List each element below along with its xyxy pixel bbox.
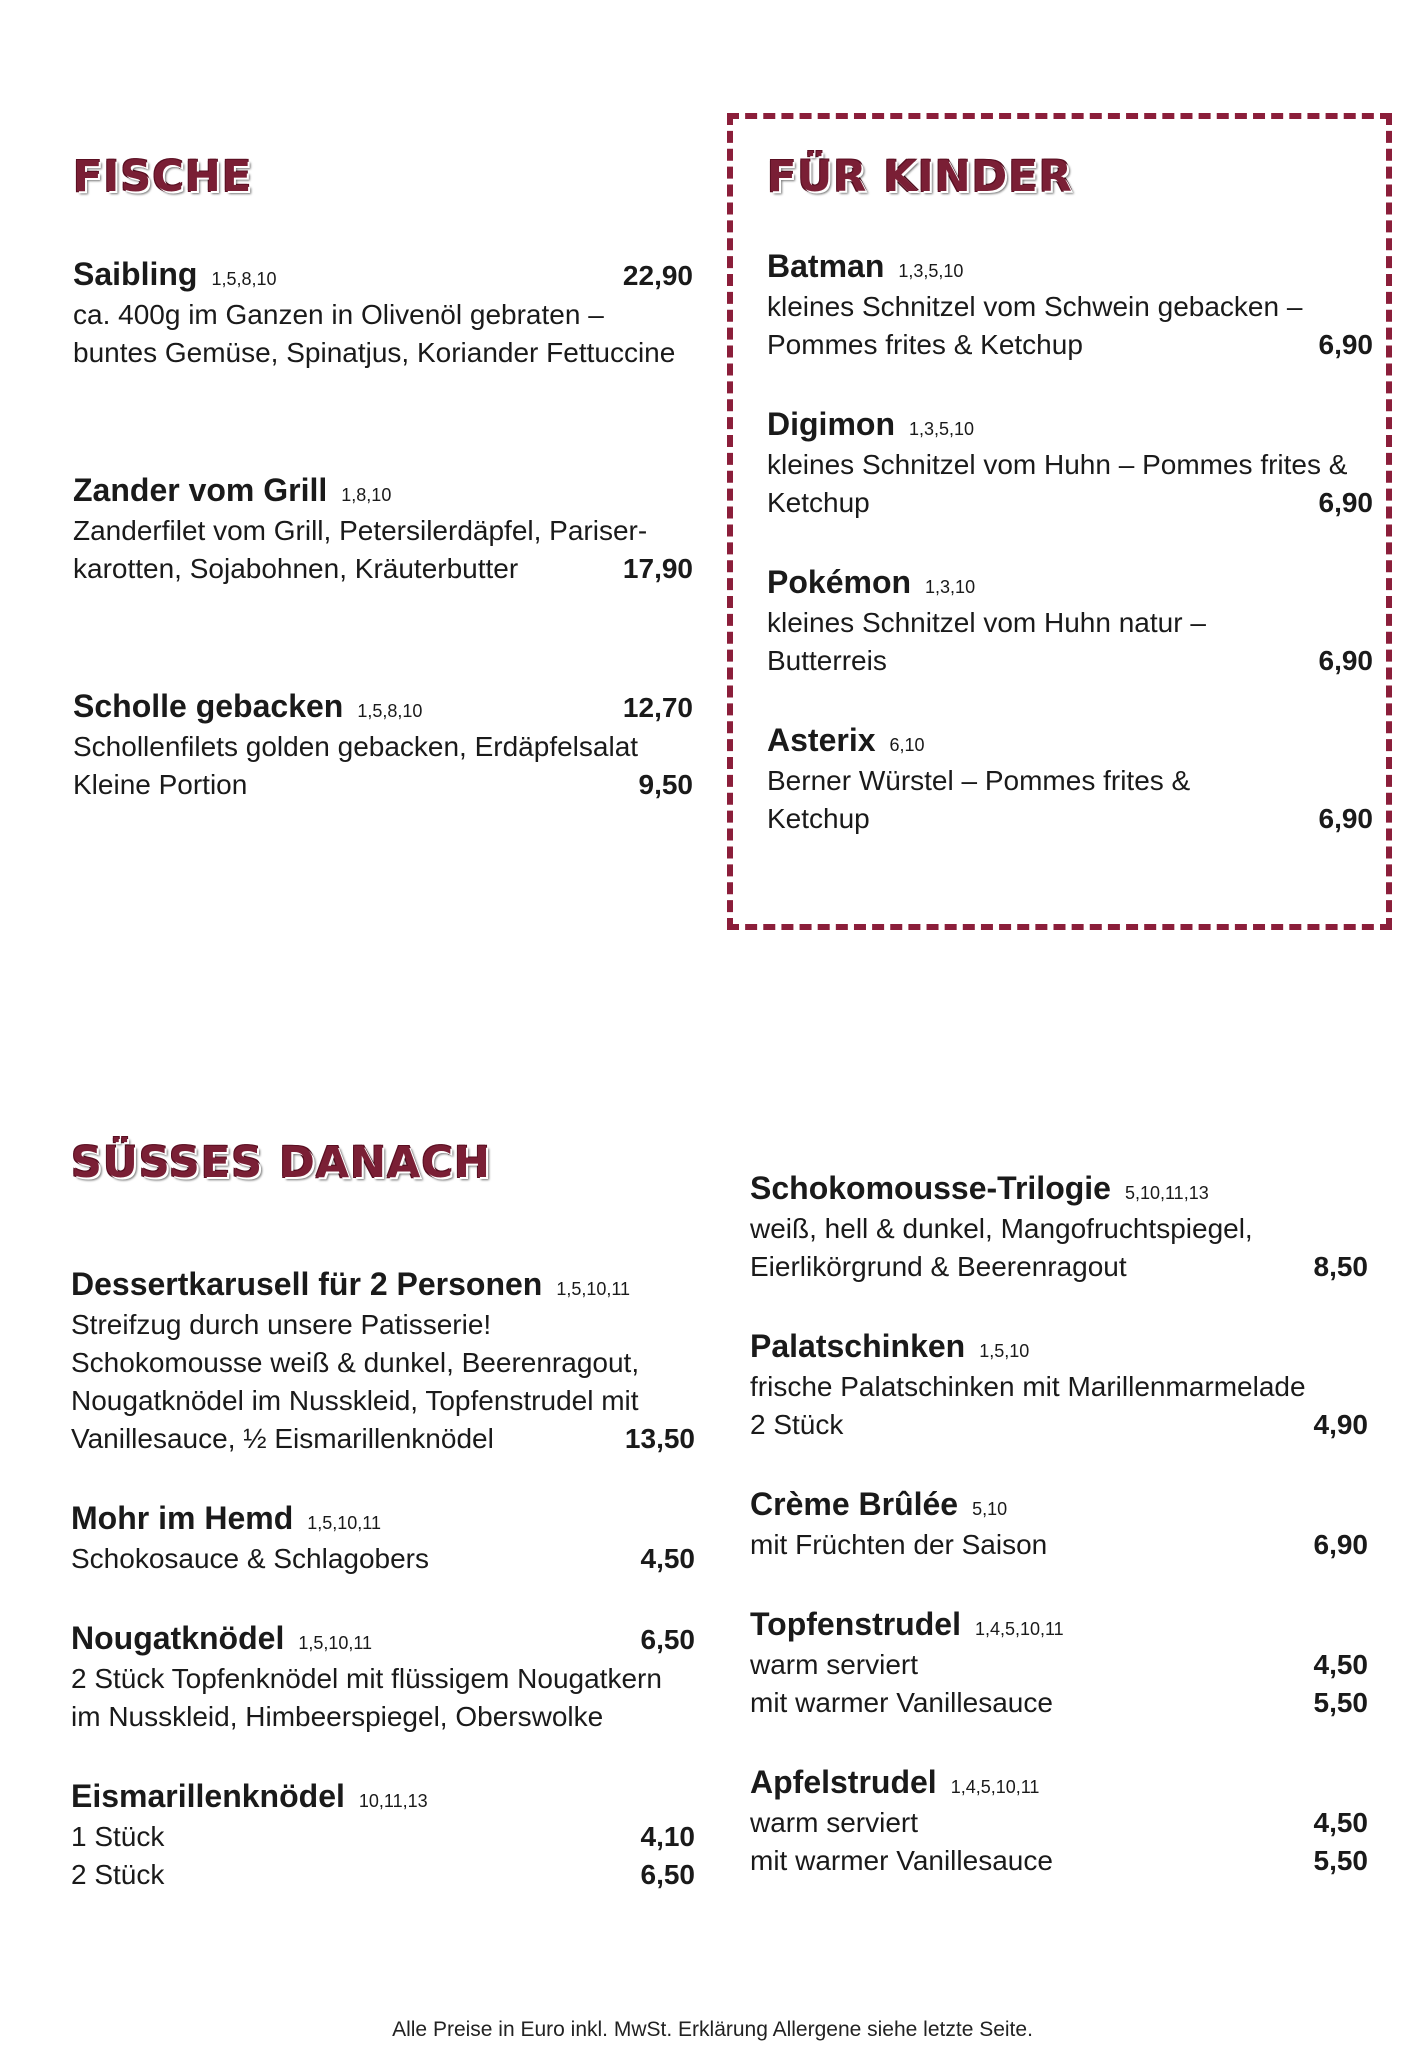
allergen-codes: 1,5,8,10: [357, 701, 423, 721]
menu-item-name: Asterix: [767, 722, 876, 758]
menu-item-description-line: [767, 484, 1373, 522]
description-text: mit Früchten der Saison: [750, 1529, 1048, 1560]
menu-item-description-line: [750, 1842, 1368, 1880]
description-text: karotten, Sojabohnen, Kräuterbutter: [73, 553, 519, 584]
menu-item-header: [71, 1500, 695, 1540]
menu-item-price: 6,90: [1313, 1529, 1368, 1560]
menu-item-name: Eismarillenknödel: [71, 1778, 345, 1814]
description-text: 2 Stück Topfenknödel mit flüssigem Nougatkern: [71, 1663, 662, 1694]
menu-item-price: 17,90: [622, 553, 693, 584]
menu-item-description-line: [71, 1698, 695, 1736]
description-text: warm serviert: [750, 1649, 919, 1680]
menu-item-description-line: [71, 1856, 695, 1894]
description-text: weiß, hell & dunkel, Mangofruchtspiegel,: [750, 1213, 1253, 1244]
menu-item: [750, 1606, 1368, 1722]
menu-item-description-line: [73, 766, 693, 804]
menu-item: [750, 1764, 1368, 1880]
menu-item-price: 9,50: [638, 769, 693, 800]
menu-item-description-line: [767, 762, 1373, 800]
menu-item: [750, 1486, 1368, 1564]
menu-item-description-line: [71, 1382, 695, 1420]
menu-item-description-line: [750, 1684, 1368, 1722]
section-title-kinder: FÜR KINDER: [767, 152, 1073, 202]
description-text: Schollenfilets golden gebacken, Erdäpfelsalat: [73, 731, 639, 762]
menu-item-name: Zander vom Grill: [73, 472, 328, 508]
menu-item: [767, 248, 1373, 364]
menu-item-name: Mohr im Hemd: [71, 1500, 294, 1536]
footer-note: Alle Preise in Euro inkl. MwSt. Erklärung Allergene siehe letzte Seite.: [392, 2018, 1033, 2041]
kinder-column: [767, 248, 1373, 838]
menu-item-header: [73, 472, 693, 512]
menu-item-header: [767, 248, 1373, 288]
description-text: Nougatknödel im Nusskleid, Topfenstrudel mit: [71, 1385, 639, 1416]
menu-item-name: Apfelstrudel: [750, 1764, 937, 1800]
menu-item-price: 13,50: [624, 1423, 695, 1454]
description-text: Butterreis: [767, 645, 887, 676]
menu-item-header: [767, 722, 1373, 762]
menu-item-header: [767, 406, 1373, 446]
allergen-codes: 6,10: [889, 735, 925, 755]
allergen-codes: 1,4,5,10,11: [950, 1777, 1040, 1797]
description-text: Pommes frites & Ketchup: [767, 329, 1083, 360]
menu-item-description-line: [750, 1526, 1368, 1564]
description-text: 1 Stück: [71, 1821, 165, 1852]
allergen-codes: 1,5,10,11: [556, 1279, 631, 1299]
menu-item-name: Crème Brûlée: [750, 1486, 959, 1522]
section-title-suesses: SÜSSES DANACH: [71, 1138, 491, 1188]
menu-item: [73, 256, 693, 372]
description-text: ca. 400g im Ganzen in Olivenöl gebraten –: [73, 299, 604, 330]
menu-item-description-line: [73, 296, 693, 334]
description-text: Berner Würstel – Pommes frites &: [767, 765, 1191, 796]
menu-item-name: Digimon: [767, 406, 895, 442]
menu-item: [71, 1266, 695, 1458]
description-text: kleines Schnitzel vom Huhn – Pommes frites &: [767, 449, 1348, 480]
fische-column: [73, 256, 693, 804]
menu-item-description-line: [750, 1368, 1368, 1406]
menu-item-description-line: [767, 604, 1373, 642]
menu-item-price: 6,90: [1318, 803, 1373, 834]
menu-item-description-line: [750, 1804, 1368, 1842]
menu-item-name: Scholle gebacken: [73, 688, 344, 724]
menu-item-description-line: [71, 1306, 695, 1344]
menu-item-price: 4,50: [1313, 1649, 1368, 1680]
menu-item-description-line: [71, 1540, 695, 1578]
allergen-codes: 5,10: [972, 1499, 1008, 1519]
menu-item-description-line: [750, 1406, 1368, 1444]
menu-item-description-line: [73, 334, 693, 372]
menu-item-price: 4,50: [1313, 1807, 1368, 1838]
description-text: Schokomousse weiß & dunkel, Beerenragout,: [71, 1347, 640, 1378]
menu-item-description-line: [71, 1660, 695, 1698]
allergen-codes: 1,5,10: [979, 1341, 1030, 1361]
menu-item-name: Pokémon: [767, 564, 912, 600]
menu-item-header: [73, 256, 693, 296]
menu-item-header: [71, 1778, 695, 1818]
description-text: 2 Stück: [71, 1859, 165, 1890]
menu-item: [73, 688, 693, 804]
allergen-codes: 1,3,5,10: [898, 261, 964, 281]
menu-item-description-line: [767, 288, 1373, 326]
menu-item-price: 5,50: [1313, 1845, 1368, 1876]
menu-item-header: [750, 1764, 1368, 1804]
menu-item-description-line: [767, 446, 1373, 484]
suesses-left-column: [71, 1266, 695, 1894]
menu-item-description-line: [750, 1646, 1368, 1684]
menu-item-price: 5,50: [1313, 1687, 1368, 1718]
menu-item-price: 22,90: [622, 260, 693, 291]
allergen-codes: 5,10,11,13: [1124, 1183, 1209, 1203]
description-text: Schokosauce & Schlagobers: [71, 1543, 429, 1574]
menu-item-description-line: [71, 1420, 695, 1458]
menu-item-description-line: [71, 1818, 695, 1856]
description-text: Streifzug durch unsere Patisserie!: [71, 1309, 492, 1340]
menu-item-name: Nougatknödel: [71, 1620, 285, 1656]
allergen-codes: 10,11,13: [358, 1791, 428, 1811]
allergen-codes: 1,3,10: [925, 577, 976, 597]
menu-item: [767, 722, 1373, 838]
allergen-codes: 1,5,10,11: [298, 1633, 373, 1653]
menu-item-name: Palatschinken: [750, 1328, 966, 1364]
menu-item-header: [73, 688, 693, 728]
menu-item-price: 8,50: [1313, 1251, 1368, 1282]
description-text: warm serviert: [750, 1807, 919, 1838]
menu-item-name: Batman: [767, 248, 885, 284]
menu-item-header: [71, 1266, 695, 1306]
description-text: mit warmer Vanillesauce: [750, 1845, 1053, 1876]
menu-item-description-line: [767, 326, 1373, 364]
menu-item-price: 4,90: [1313, 1409, 1368, 1440]
description-text: Zanderfilet vom Grill, Petersilerdäpfel, Pariser-: [73, 515, 648, 546]
menu-item-description-line: [767, 800, 1373, 838]
menu-item-description-line: [71, 1344, 695, 1382]
description-text: Vanillesauce, ½ Eismarillenknödel: [71, 1423, 494, 1454]
description-text: kleines Schnitzel vom Schwein gebacken –: [767, 291, 1303, 322]
description-text: frische Palatschinken mit Marillenmarmelade: [750, 1371, 1306, 1402]
menu-item-name: Schokomousse-Trilogie: [750, 1170, 1111, 1206]
description-text: Kleine Portion: [73, 769, 248, 800]
menu-item: [71, 1778, 695, 1894]
menu-item-name: Saibling: [73, 256, 198, 292]
menu-item: [750, 1170, 1368, 1286]
description-text: im Nusskleid, Himbeerspiegel, Oberswolke: [71, 1701, 604, 1732]
menu-item-price: 12,70: [622, 692, 693, 723]
section-title-fische: FISCHE: [73, 152, 253, 202]
menu-item-header: [767, 564, 1373, 604]
allergen-codes: 1,3,5,10: [908, 419, 975, 439]
menu-item-description-line: [750, 1248, 1368, 1286]
description-text: 2 Stück: [750, 1409, 844, 1440]
menu-item-name: Dessertkarusell für 2 Personen: [71, 1266, 543, 1302]
menu-item-description-line: [73, 550, 693, 588]
description-text: buntes Gemüse, Spinatjus, Koriander Fettuccine: [73, 337, 676, 368]
menu-item-header: [750, 1606, 1368, 1646]
menu-item-price: 6,90: [1318, 645, 1373, 676]
menu-item-price: 6,50: [640, 1859, 695, 1890]
allergen-codes: 1,8,10: [341, 485, 392, 505]
menu-item-price: 6,50: [640, 1624, 695, 1655]
menu-item-header: [750, 1170, 1368, 1210]
menu-item-description-line: [750, 1210, 1368, 1248]
suesses-right-column: [750, 1170, 1368, 1880]
description-text: Eierlikörgrund & Beerenragout: [750, 1251, 1127, 1282]
menu-item-header: [750, 1328, 1368, 1368]
menu-item: [71, 1500, 695, 1578]
menu-item: [750, 1328, 1368, 1444]
description-text: kleines Schnitzel vom Huhn natur –: [767, 607, 1206, 638]
description-text: mit warmer Vanillesauce: [750, 1687, 1053, 1718]
menu-item-header: [750, 1486, 1368, 1526]
menu-item-header: [71, 1620, 695, 1660]
menu-item-name: Topfenstrudel: [750, 1606, 961, 1642]
menu-item-price: 6,90: [1318, 329, 1373, 360]
menu-item-description-line: [767, 642, 1373, 680]
menu-item: [73, 472, 693, 588]
menu-item: [767, 564, 1373, 680]
menu-item-description-line: [73, 728, 693, 766]
menu-item: [767, 406, 1373, 522]
menu-item-price: 6,90: [1318, 487, 1373, 518]
description-text: Ketchup: [767, 487, 870, 518]
menu-item-description-line: [73, 512, 693, 550]
description-text: Ketchup: [767, 803, 870, 834]
menu-item-price: 4,50: [640, 1543, 695, 1574]
menu-item-price: 4,10: [640, 1821, 695, 1852]
menu-item: [71, 1620, 695, 1736]
allergen-codes: 1,5,8,10: [211, 269, 277, 289]
allergen-codes: 1,5,10,11: [307, 1513, 381, 1533]
allergen-codes: 1,4,5,10,11: [974, 1619, 1064, 1639]
